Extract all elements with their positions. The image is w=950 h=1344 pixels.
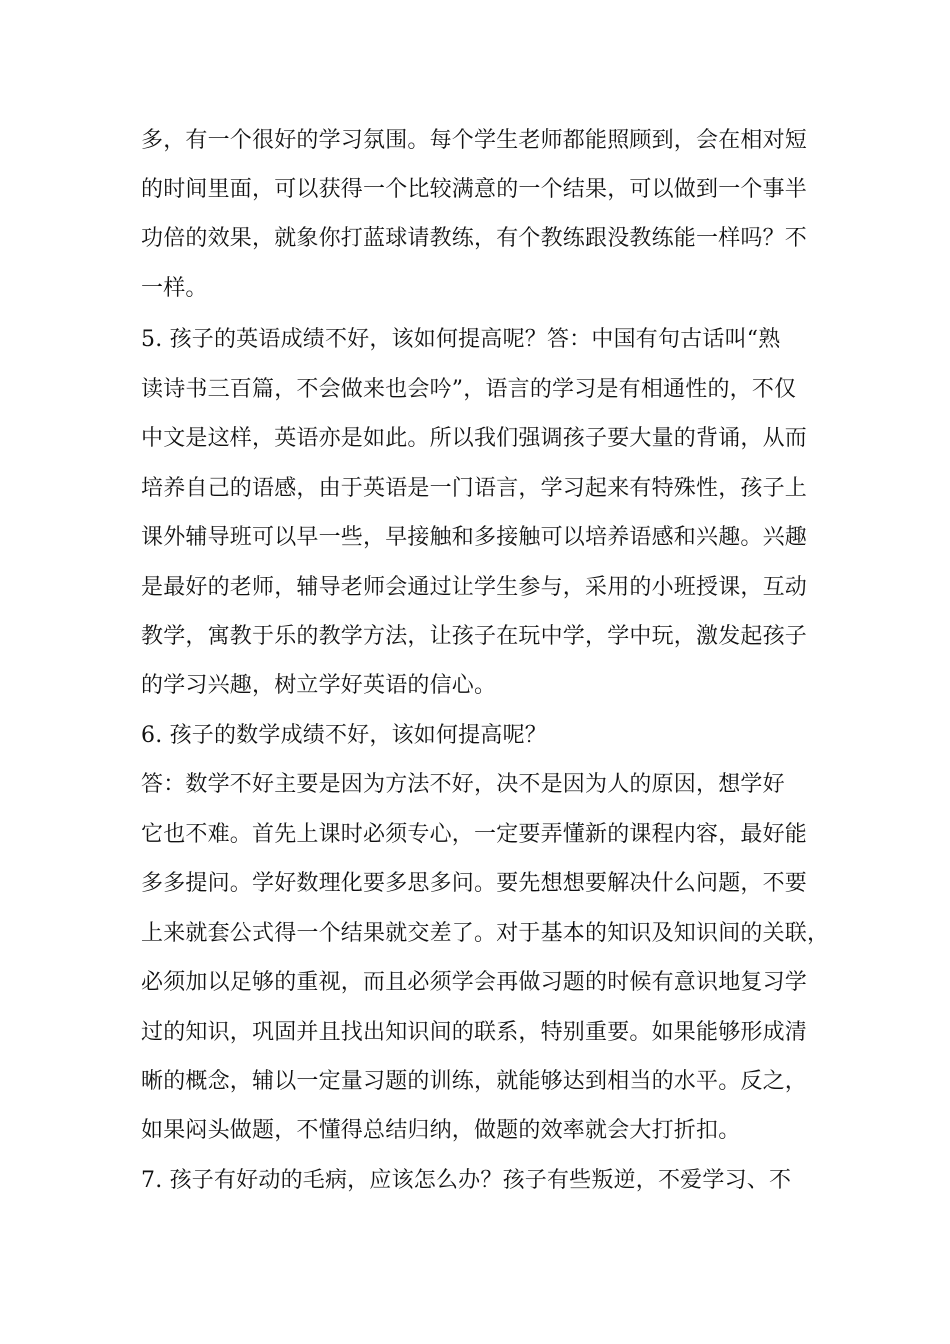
text-line: 的时间里面，可以获得一个比较满意的一个结果，可以做到一个事半 <box>141 177 808 202</box>
text-line: 过的知识，巩固并且找出知识间的联系，特别重要。如果能够形成清 <box>141 1020 808 1045</box>
text-line: 上来就套公式得一个结果就交差了。对于基本的知识及知识间的关联， <box>141 921 830 946</box>
text-line: 教学，寓教于乐的教学方法，让孩子在玩中学，学中玩，激发起孩子 <box>141 624 808 649</box>
text-line: 如果闷头做题，不懂得总结归纳，做题的效率就会大打折扣。 <box>141 1118 741 1143</box>
text-line: 一样。 <box>141 276 208 301</box>
question-6-heading: 6. 孩子的数学成绩不好，该如何提高呢？ <box>141 723 547 748</box>
text-line: 课外辅导班可以早一些，早接触和多接触可以培养语感和兴趣。兴趣 <box>141 525 808 550</box>
text-line: 它也不难。首先上课时必须专心，一定要弄懂新的课程内容，最好能 <box>141 822 808 847</box>
text-line: 功倍的效果，就象你打蓝球请教练，有个教练跟没教练能一样吗？不 <box>141 226 808 251</box>
text-line: 晰的概念，辅以一定量习题的训练，就能够达到相当的水平。反之， <box>141 1069 808 1094</box>
text-line: 中文是这样，英语亦是如此。所以我们强调孩子要大量的背诵，从而 <box>141 426 808 451</box>
text-line: 培养自己的语感，由于英语是一门语言，学习起来有特殊性，孩子上 <box>141 476 808 501</box>
question-7-heading: 7. 孩子有好动的毛病，应该怎么办？孩子有些叛逆，不爱学习、不 <box>141 1168 792 1193</box>
text-line: 读诗书三百篇，不会做来也会吟”，语言的学习是有相通性的，不仅 <box>141 377 797 402</box>
text-line: 必须加以足够的重视，而且必须学会再做习题的时候有意识地复习学 <box>141 970 808 995</box>
text-line: 多多提问。学好数理化要多思多问。要先想想要解决什么问题，不要 <box>141 871 808 896</box>
text-line: 多，有一个很好的学习氛围。每个学生老师都能照顾到，会在相对短 <box>141 128 808 153</box>
question-5-heading: 5. 孩子的英语成绩不好，该如何提高呢？答：中国有句古话叫“熟 <box>141 327 781 352</box>
text-line: 的学习兴趣，树立学好英语的信心。 <box>141 673 497 698</box>
text-line: 是最好的老师，辅导老师会通过让学生参与，采用的小班授课，互动 <box>141 575 808 600</box>
answer-6-start: 答：数学不好主要是因为方法不好，决不是因为人的原因，想学好 <box>141 772 785 797</box>
